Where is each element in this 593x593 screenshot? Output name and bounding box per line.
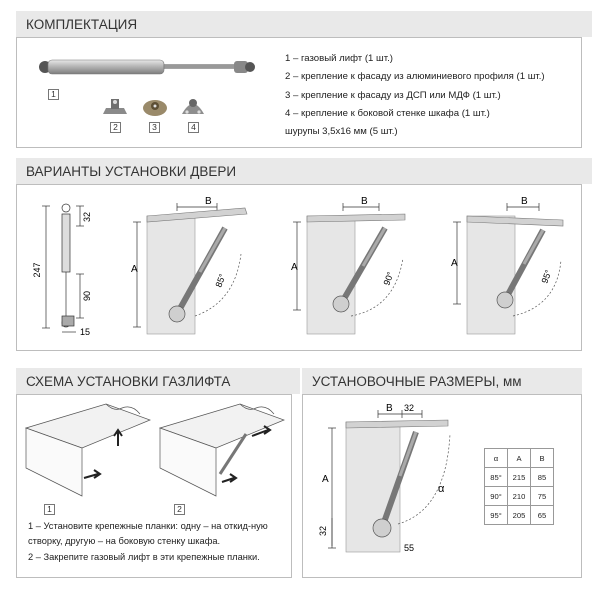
table-cell: 75: [531, 487, 554, 506]
variant-90-a: A: [291, 262, 298, 273]
kit-list-item: 3 – крепление к фасаду из ДСП или МДФ (1 шт.): [285, 89, 501, 101]
kit-list-item: 1 – газовый лифт (1 шт.): [285, 53, 393, 64]
mount-side-wall-icon: [178, 92, 208, 120]
install-b-label: B: [386, 403, 393, 414]
install-h55-label: 55: [404, 543, 415, 553]
part-number-3: 3: [149, 122, 160, 133]
variant-85-b: B: [205, 196, 212, 207]
scheme-step-1-illustration: [22, 398, 154, 500]
mount-aluminium-icon: [100, 96, 130, 118]
table-cell: 85: [531, 468, 554, 487]
header-scheme: [16, 368, 300, 394]
install-dimensions-drawing: [318, 400, 482, 568]
door-variant-85: [125, 192, 255, 342]
table-header-cell: α: [485, 449, 508, 468]
variant-95-b: B: [521, 196, 528, 207]
variant-90-b: B: [361, 196, 368, 207]
header-dimensions: [302, 368, 582, 394]
table-header-cell: B: [531, 449, 554, 468]
lift-dimension-drawing: [24, 192, 104, 342]
scheme-step-2-illustration: [156, 398, 288, 500]
install-b32-label: 32: [404, 403, 415, 413]
install-a-label: A: [322, 474, 329, 485]
part-number-1: 1: [48, 89, 59, 100]
variant-85-a: A: [131, 264, 138, 275]
header-kit-text: КОМПЛЕКТАЦИЯ: [26, 16, 138, 32]
header-door-options: [16, 158, 592, 184]
table-header-cell: A: [508, 449, 531, 468]
variant-85-angle: 85°: [213, 272, 228, 289]
table-cell: 95°: [485, 506, 508, 525]
part-number-2: 2: [110, 122, 121, 133]
table-cell: 215: [508, 468, 531, 487]
table-cell: 205: [508, 506, 531, 525]
variant-90-angle: 90°: [381, 270, 396, 287]
gas-lift-illustration: [38, 52, 258, 82]
mount-chipboard-icon: [140, 94, 170, 118]
install-alpha-label: α: [438, 483, 445, 495]
scheme-label-2: 2: [174, 504, 185, 515]
header-scheme-text: СХЕМА УСТАНОВКИ ГАЗЛИФТА: [26, 373, 231, 389]
scheme-step-1-text: 1 – Установите крепежные планки: одну – на откид-ную створку, другую – на боковую стенку шкафа.: [28, 521, 268, 547]
variant-95-angle: 95°: [539, 268, 554, 285]
table-row: [485, 506, 554, 525]
door-variant-95: [445, 192, 575, 342]
kit-list: [285, 50, 545, 141]
door-variant-90: [285, 192, 415, 342]
header-dimensions-text: УСТАНОВОЧНЫЕ РАЗМЕРЫ, мм: [312, 373, 522, 389]
header-kit: [16, 11, 592, 37]
table-header-row: [485, 449, 554, 468]
part-number-4: 4: [188, 122, 199, 133]
table-row: [485, 468, 554, 487]
kit-list-item: 4 – крепление к боковой стенке шкафа (1 шт.): [285, 107, 490, 119]
table-cell: 90°: [485, 487, 508, 506]
variant-95-a: A: [451, 258, 458, 269]
scheme-label-1: 1: [44, 504, 55, 515]
install-v32-label: 32: [318, 525, 328, 536]
scheme-steps-text: [28, 519, 290, 565]
kit-list-item: 2 – крепление к фасаду из алюминиевого профиля (1 шт.): [285, 71, 545, 83]
table-cell: 65: [531, 506, 554, 525]
dimensions-table: [484, 448, 554, 525]
lift-height-label: 247: [32, 262, 42, 278]
lift-bottom-label: 15: [80, 327, 91, 337]
kit-list-item: шурупы 3,5х16 мм (5 шт.): [285, 126, 398, 138]
header-door-options-text: ВАРИАНТЫ УСТАНОВКИ ДВЕРИ: [26, 163, 237, 179]
table-row: [485, 487, 554, 506]
lift-lower-label: 90: [82, 290, 92, 302]
lift-top-label: 32: [82, 211, 92, 223]
table-cell: 85°: [485, 468, 508, 487]
scheme-step-2-text: 2 – Закрепите газовый лифт в эти крепежные планки.: [28, 551, 260, 562]
table-cell: 210: [508, 487, 531, 506]
